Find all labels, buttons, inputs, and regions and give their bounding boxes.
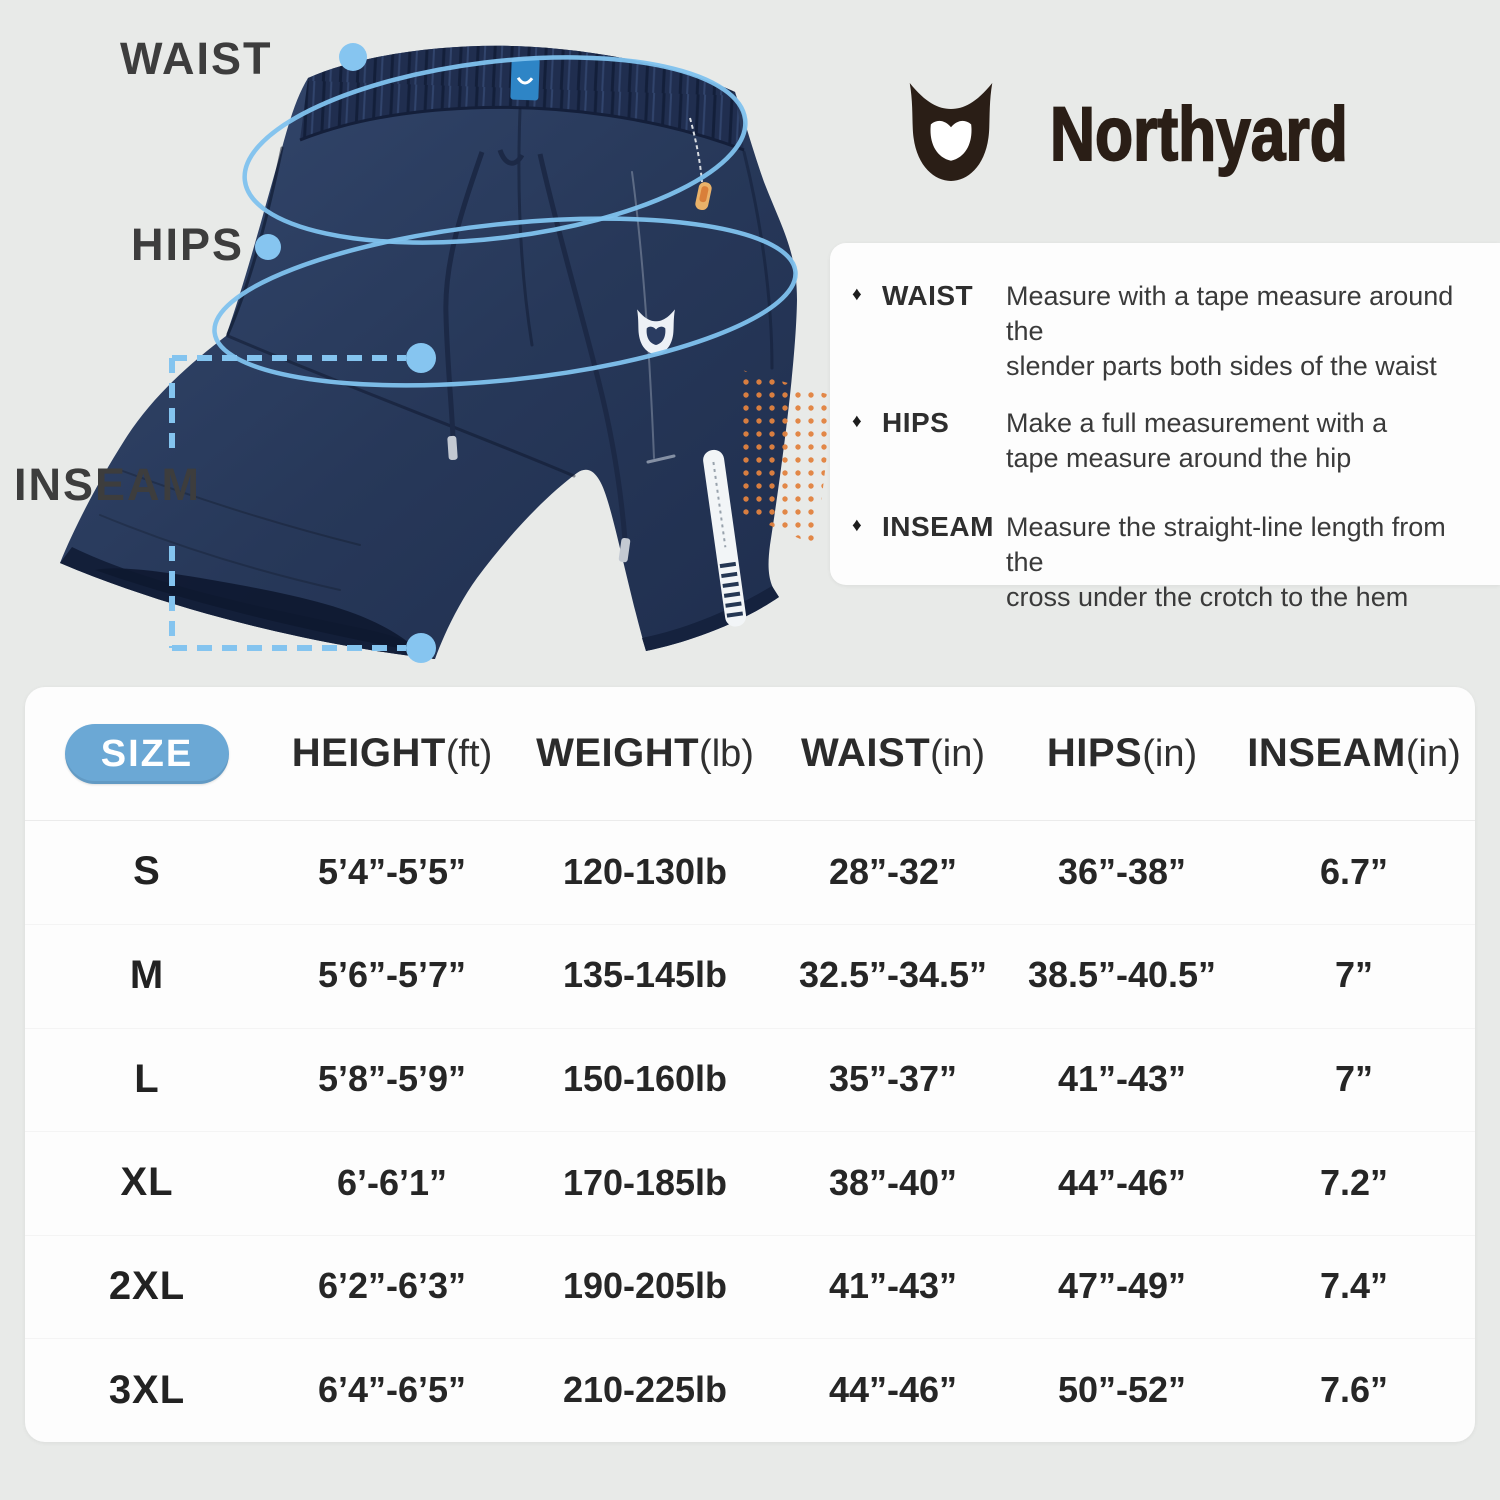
drawstring-left-aglet bbox=[447, 436, 458, 461]
column-header-hips bbox=[1047, 731, 1197, 776]
table-cell-inseam: 7.6” bbox=[1319, 1369, 1389, 1411]
table-cell-inseam: 7” bbox=[1334, 1058, 1374, 1100]
table-row-size: XL bbox=[120, 1160, 174, 1205]
diamond-bullet-icon: ♦ bbox=[852, 515, 862, 536]
column-label: HEIGHT bbox=[291, 731, 446, 775]
instruction-term: INSEAM bbox=[882, 511, 994, 542]
table-cell-inseam: 7.2” bbox=[1319, 1161, 1389, 1203]
column-unit: (in) bbox=[1142, 733, 1198, 775]
column-label: INSEAM bbox=[1247, 731, 1406, 775]
table-cell-hips: 36”-38” bbox=[1057, 850, 1187, 892]
table-row-size: 3XL bbox=[108, 1367, 186, 1412]
instruction-text bbox=[1006, 510, 1474, 615]
table-cell-weight: 190-205lb bbox=[562, 1265, 728, 1307]
diamond-bullet-icon: ♦ bbox=[852, 284, 862, 305]
column-unit: (lb) bbox=[699, 733, 754, 775]
table-cell-height: 6’2”-6’3” bbox=[317, 1265, 467, 1307]
diamond-bullet-icon: ♦ bbox=[852, 411, 862, 432]
column-label: WEIGHT bbox=[536, 731, 700, 775]
measurement-diagram-section bbox=[0, 0, 1500, 687]
waist-label: WAIST bbox=[120, 33, 273, 84]
column-label: HIPS bbox=[1046, 731, 1143, 775]
table-cell-waist: 35”-37” bbox=[828, 1058, 958, 1100]
instruction-waist bbox=[852, 279, 1474, 384]
hips-label: HIPS bbox=[131, 219, 245, 270]
instruction-line: cross under the crotch to the hem bbox=[1006, 582, 1409, 612]
column-header-height bbox=[292, 731, 493, 776]
table-cell-waist: 28”-32” bbox=[828, 850, 958, 892]
table-cell-hips: 50”-52” bbox=[1057, 1369, 1187, 1411]
instruction-term: HIPS bbox=[882, 407, 950, 438]
column-header-waist bbox=[801, 731, 985, 776]
table-cell-weight: 210-225lb bbox=[562, 1369, 728, 1411]
waist-dot bbox=[339, 43, 367, 71]
size-table bbox=[25, 687, 1475, 1442]
table-row-size: 2XL bbox=[108, 1263, 186, 1308]
size-table-card bbox=[25, 687, 1475, 1442]
instruction-inseam bbox=[852, 510, 1474, 615]
table-cell-waist: 41”-43” bbox=[828, 1265, 958, 1307]
instruction-hips bbox=[852, 406, 1474, 476]
table-cell-waist: 32.5”-34.5” bbox=[798, 954, 988, 996]
instruction-line: tape measure around the hip bbox=[1006, 443, 1352, 473]
column-header-weight bbox=[536, 731, 754, 776]
instruction-line: Measure with a tape measure around the bbox=[1006, 281, 1454, 346]
measure-instructions-card bbox=[830, 243, 1500, 612]
table-cell-inseam: 7” bbox=[1334, 954, 1374, 996]
table-row-size: S bbox=[133, 849, 161, 894]
size-header-pill bbox=[65, 724, 229, 784]
waistband-tag bbox=[510, 58, 539, 101]
table-cell-waist: 38”-40” bbox=[828, 1161, 958, 1203]
table-row-size: M bbox=[129, 952, 165, 997]
table-cell-inseam: 6.7” bbox=[1319, 850, 1389, 892]
table-cell-weight: 170-185lb bbox=[562, 1161, 728, 1203]
table-cell-waist: 44”-46” bbox=[828, 1369, 958, 1411]
instruction-text bbox=[1006, 279, 1474, 384]
table-cell-height: 5’4”-5’5” bbox=[317, 850, 467, 892]
instruction-line: Measure the straight-line length from the bbox=[1006, 512, 1446, 577]
table-cell-hips: 44”-46” bbox=[1057, 1161, 1187, 1203]
table-cell-height: 6’4”-6’5” bbox=[317, 1369, 467, 1411]
column-unit: (in) bbox=[930, 733, 986, 775]
column-unit: (ft) bbox=[445, 733, 493, 775]
table-cell-hips: 41”-43” bbox=[1057, 1058, 1187, 1100]
table-cell-hips: 47”-49” bbox=[1057, 1265, 1187, 1307]
instruction-term: WAIST bbox=[882, 280, 974, 311]
table-cell-weight: 120-130lb bbox=[562, 850, 728, 892]
table-row-size: L bbox=[134, 1056, 160, 1101]
size-pill: SIZE bbox=[65, 724, 229, 784]
column-unit: (in) bbox=[1405, 733, 1461, 775]
shorts-diagram bbox=[0, 0, 840, 687]
column-label: WAIST bbox=[800, 731, 931, 775]
inseam-dot-bottom bbox=[406, 633, 436, 663]
inseam-dot-top bbox=[406, 343, 436, 373]
hips-dot bbox=[255, 234, 281, 260]
table-cell-height: 5’6”-5’7” bbox=[317, 954, 467, 996]
table-cell-height: 5’8”-5’9” bbox=[317, 1058, 467, 1100]
table-cell-weight: 135-145lb bbox=[562, 954, 728, 996]
table-cell-height: 6’-6’1” bbox=[336, 1161, 448, 1203]
instruction-line: slender parts both sides of the waist bbox=[1006, 351, 1437, 381]
table-cell-inseam: 7.4” bbox=[1319, 1265, 1389, 1307]
inseam-label: INSEAM bbox=[14, 459, 202, 510]
table-cell-hips: 38.5”-40.5” bbox=[1027, 954, 1217, 996]
brand-logo-icon bbox=[903, 80, 999, 184]
instruction-text bbox=[1006, 406, 1474, 476]
table-cell-weight: 150-160lb bbox=[562, 1058, 728, 1100]
brand-name: Northyard bbox=[1050, 92, 1348, 177]
instruction-line: Make a full measurement with a bbox=[1006, 408, 1388, 438]
column-header-inseam bbox=[1247, 731, 1460, 776]
